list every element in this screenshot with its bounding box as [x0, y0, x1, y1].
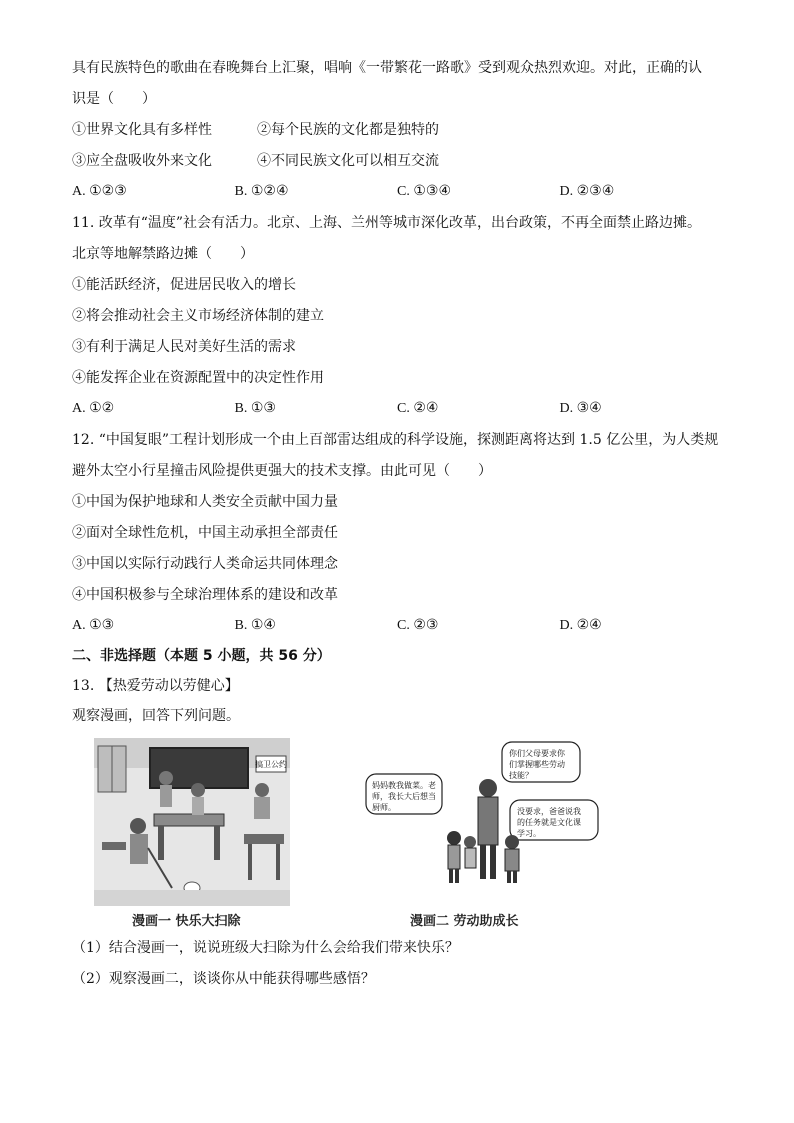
q12-stem-line1: 12. “中国复眼”工程计划形成一个由上百部雷达组成的科学设施，探测距离将达到 1.5 亿公里，为人类规 — [72, 432, 719, 448]
comic-2-child-bubble-line3: 厨师。 — [372, 803, 396, 812]
q12-item-3: ③中国以实际行动践行人类命运共同体理念 — [72, 556, 338, 572]
q12-choice-d: D. ②④ — [559, 618, 602, 633]
q10-option-1: ①世界文化具有多样性 — [72, 122, 212, 138]
comic-2-right-bubble-line3: 学习。 — [517, 829, 541, 838]
q10-choice-c: C. ①③④ — [397, 184, 451, 199]
comic-1-cleanup-illustration — [94, 738, 290, 906]
comic-2-labor-illustration — [362, 738, 602, 906]
q11-choice-b: B. ①③ — [234, 401, 276, 416]
comic-1-caption: 漫画一 快乐大扫除 — [132, 914, 241, 929]
q10-options-row2 — [72, 151, 722, 171]
q12-choice-a: A. ①③ — [72, 618, 115, 633]
q10-options-row1 — [72, 120, 722, 140]
q10-choice-a: A. ①②③ — [72, 184, 127, 199]
q10-stem-line2: 识是（ ） — [72, 91, 156, 107]
q11-choice-a: A. ①② — [72, 401, 115, 416]
q13-title: 13. 【热爱劳动以劳健心】 — [72, 678, 239, 694]
q11-item-2: ②将会推动社会主义市场经济体制的建立 — [72, 308, 324, 324]
q11-item-4: ④能发挥企业在资源配置中的决定性作用 — [72, 370, 324, 386]
q13-subquestion-2: （2）观察漫画二，谈谈你从中能获得哪些感悟？ — [72, 971, 375, 987]
q11-choice-c: C. ②④ — [397, 401, 439, 416]
comics-area — [72, 738, 722, 938]
q10-option-3: ③应全盘吸收外来文化 — [72, 153, 212, 169]
q11-choices — [72, 399, 722, 419]
q13-subquestion-1: （1）结合漫画一，说说班级大扫除为什么会给我们带来快乐？ — [72, 940, 459, 956]
q12-choice-b: B. ①④ — [234, 618, 276, 633]
q10-stem-line1: 具有民族特色的歌曲在春晚舞台上汇聚，唱响《一带繁花一路歌》受到观众热烈欢迎。对此，正确的认 — [72, 60, 702, 76]
q12-item-4: ④中国积极参与全球治理体系的建设和改革 — [72, 587, 338, 603]
comic-2-child-bubble-line2: 师，我长大后想当 — [372, 792, 436, 801]
q10-option-2: ②每个民族的文化都是独特的 — [257, 122, 439, 138]
q10-choice-d: D. ②③④ — [559, 184, 615, 199]
q11-choice-d: D. ③④ — [559, 401, 602, 416]
q10-option-4: ④不同民族文化可以相互交流 — [257, 153, 439, 169]
q11-item-3: ③有利于满足人民对美好生活的需求 — [72, 339, 296, 355]
q10-choices — [72, 182, 722, 202]
q12-choices — [72, 616, 722, 636]
comic-2-teacher-bubble-line2: 们掌握哪些劳动 — [509, 760, 565, 769]
q12-choice-c: C. ②③ — [397, 618, 439, 633]
q10-choice-b: B. ①②④ — [234, 184, 289, 199]
comic-2-caption: 漫画二 劳动助成长 — [410, 914, 519, 929]
q11-item-1: ①能活跃经济，促进居民收入的增长 — [72, 277, 296, 293]
comic-2-right-bubble-line2: 的任务就是文化课 — [517, 818, 581, 827]
q11-stem-line1: 11. 改革有“温度”社会有活力。北京、上海、兰州等城市深化改革，出台政策，不再全面禁止路边摊。 — [72, 215, 702, 231]
comic-2-right-bubble-line1: 没要求，爸爸说我 — [517, 807, 581, 816]
exam-page — [72, 58, 722, 989]
section-heading: 二、非选择题（本题 5 小题，共 56 分） — [72, 648, 331, 664]
q11-stem-line2: 北京等地解禁路边摊（ ） — [72, 246, 254, 262]
q12-item-2: ②面对全球性危机，中国主动承担全部责任 — [72, 525, 338, 541]
q13-instruction: 观察漫画，回答下列问题。 — [72, 708, 240, 724]
comic-1-sign-text: 搞卫公约 — [255, 760, 287, 769]
comic-2-teacher-bubble-line3: 技能？ — [509, 771, 533, 780]
comic-2-teacher-bubble-line1: 你们父母要求你 — [509, 749, 565, 758]
q12-item-1: ①中国为保护地球和人类安全贡献中国力量 — [72, 494, 338, 510]
q12-stem-line2: 避外太空小行星撞击风险提供更强大的技术支撑。由此可见（ ） — [72, 463, 492, 479]
comic-2-child-bubble-line1: 妈妈教我做菜。老 — [372, 781, 436, 790]
